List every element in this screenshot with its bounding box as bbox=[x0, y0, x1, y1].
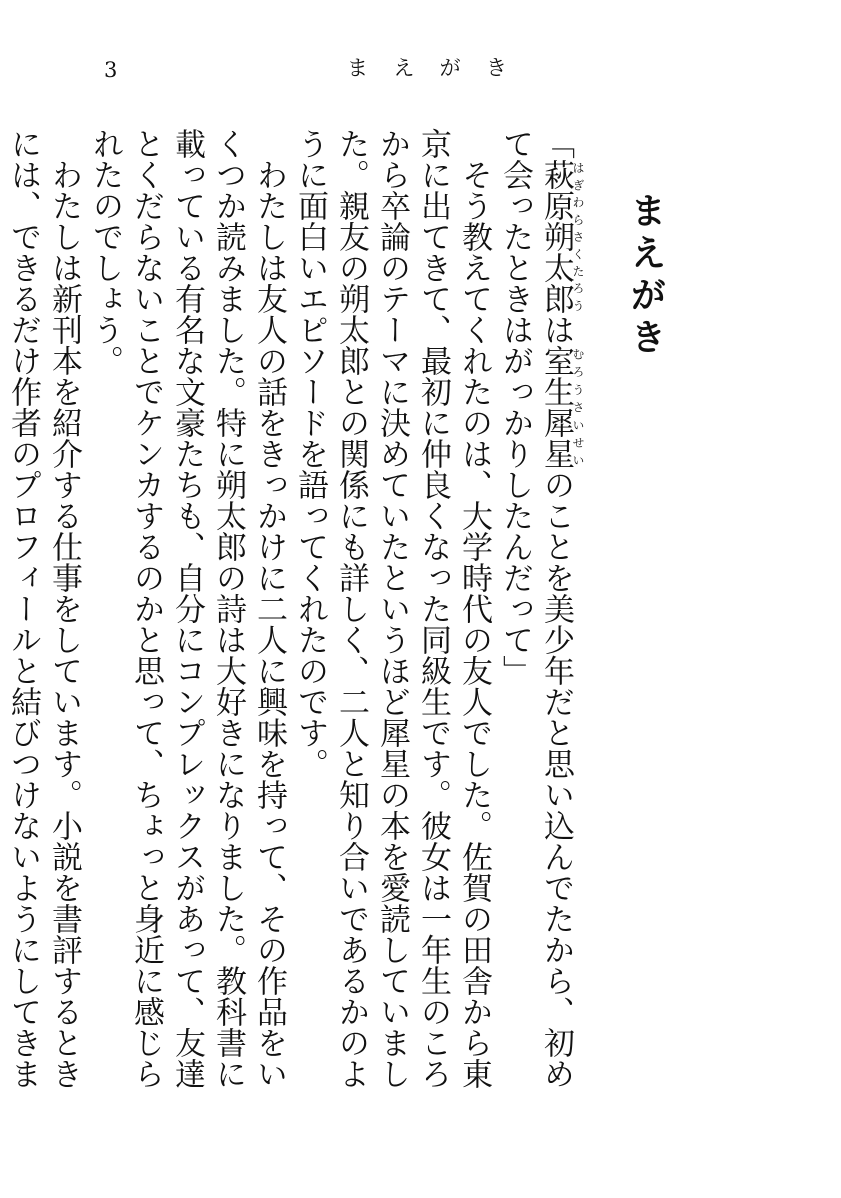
ruby-base: 萩原朔太郎 bbox=[538, 159, 574, 314]
text-segment: そう教えてくれたのは、大学時代の友人でした。佐賀の田舎から東京に出てきて、最初に仲良くなった同級生です。彼女は一年生のころから卒論のテーマに決めていたというほど犀星の本を愛読していました。親友の朔太郎との関係にも詳しく、二人と知り合いであるかのように面白いエピソードを語ってくれたのです。 bbox=[292, 128, 492, 1089]
running-head bbox=[347, 58, 507, 79]
running-head-char: き bbox=[485, 56, 507, 80]
body-text bbox=[5, 128, 585, 1118]
text-segment: わたしは友人の話をきっかけに二人に興味を持って、その作品をいくつか読みました。特に朔太郎の詩は大好きになりました。教科書に載っている有名な文豪たちも、自分にコンプレックスがあって、友達とくだらないことでケンカするのかと思って、ちょっと身近に感じられたのでしょう。 bbox=[87, 128, 287, 1089]
paragraph-3 bbox=[84, 128, 289, 1118]
ruby-word bbox=[538, 159, 585, 314]
text-segment: は bbox=[538, 314, 574, 345]
ruby-word bbox=[538, 345, 585, 469]
text-segment: わたしは新刊本を紹介する仕事をしています。小説を書評するときには、できるだけ作者のプロフィールと結びつけないようにしてきま bbox=[5, 128, 82, 1089]
chapter-title: まえがき bbox=[625, 192, 667, 360]
page-number: 3 bbox=[104, 58, 118, 82]
paragraph-1 bbox=[494, 128, 584, 1118]
text-segment: のことを美少年だと思い込んでたから、初めて会ったときはがっかりしたんだって」 bbox=[497, 128, 574, 1089]
paragraph-2 bbox=[289, 128, 494, 1118]
ruby-reading: むろうさいせい bbox=[571, 345, 585, 469]
text-segment: 「 bbox=[538, 128, 574, 159]
ruby-base: 室生犀星 bbox=[538, 345, 574, 469]
running-head-char: え bbox=[393, 56, 415, 80]
ruby-reading: はぎわらさくたろう bbox=[571, 159, 585, 314]
paragraph-4 bbox=[0, 128, 84, 1118]
running-head-char: が bbox=[439, 56, 461, 80]
running-head-char: ま bbox=[347, 56, 368, 80]
